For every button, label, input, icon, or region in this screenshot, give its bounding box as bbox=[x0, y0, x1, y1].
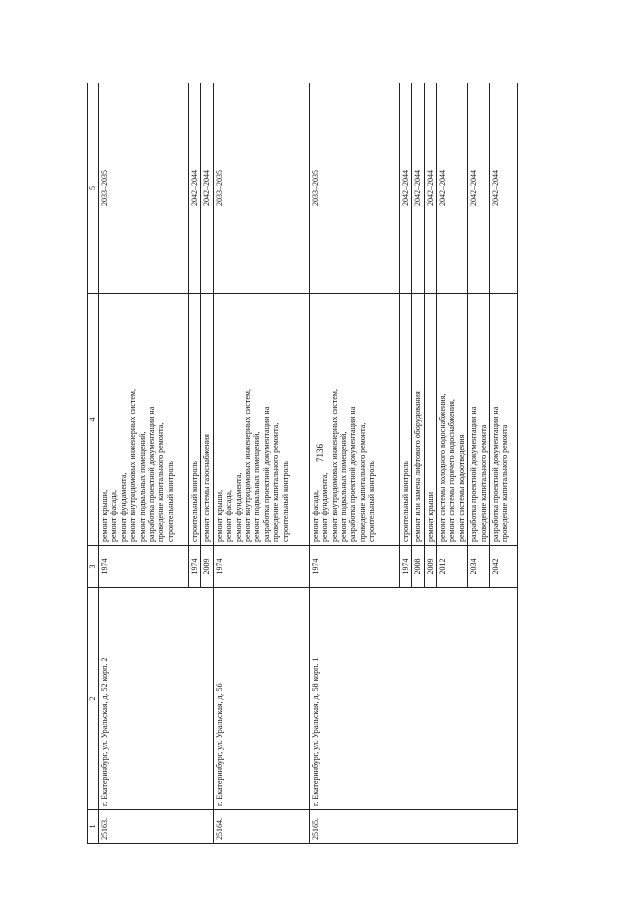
header-col-2: 2 bbox=[88, 588, 99, 810]
header-row bbox=[88, 83, 99, 844]
row-period: 2042–2044 bbox=[189, 83, 201, 294]
row-number: 25164. bbox=[213, 810, 309, 844]
work-line: ремонт внутридомовых инженерных систем, bbox=[128, 389, 138, 542]
header-col-4: 4 bbox=[88, 294, 99, 546]
work-line: разработка проектной документации на bbox=[469, 406, 479, 542]
work-line: ремонт системы горячего водоснабжения, bbox=[447, 399, 457, 542]
row-year: 1974 bbox=[213, 546, 309, 588]
row-period: 2042–2044 bbox=[201, 83, 213, 294]
row-address: г. Екатеринбург, ул. Уральская, д. 58 корп. 1 bbox=[309, 588, 517, 810]
rotated-table-container bbox=[87, 83, 531, 844]
work-line: ремонт внутридомовых инженерных систем, bbox=[243, 389, 253, 542]
row-work bbox=[201, 294, 213, 546]
row-work bbox=[189, 294, 201, 546]
row-period: 2033–2035 bbox=[213, 83, 309, 294]
work-line: разработка проектной документации на bbox=[147, 406, 157, 542]
row-address: г. Екатеринбург, ул. Уральская, д. 52 корп. 2 bbox=[99, 588, 214, 810]
row-period: 2042–2044 bbox=[399, 83, 411, 294]
work-line: ремонт или замена лифтового оборудования bbox=[413, 391, 423, 542]
row-work bbox=[99, 294, 189, 546]
row-work bbox=[468, 294, 490, 546]
work-line: строительный контроль bbox=[190, 461, 199, 542]
row-period: 2042–2044 bbox=[412, 83, 424, 294]
row-period: 2042–2044 bbox=[490, 83, 518, 294]
row-work bbox=[490, 294, 518, 546]
work-line: ремонт фасада, bbox=[109, 490, 119, 542]
row-year: 2009 bbox=[201, 546, 213, 588]
work-line: ремонт подвальных помещений, bbox=[137, 431, 147, 542]
work-line: строительный контроль bbox=[367, 461, 377, 542]
work-line: ремонт подвальных помещений, bbox=[339, 431, 349, 542]
work-line: проведение капитального ремонта bbox=[478, 424, 488, 542]
row-period: 2042–2044 bbox=[424, 83, 436, 294]
row-year: 2012 bbox=[437, 546, 468, 588]
row-work bbox=[309, 294, 399, 546]
row-work bbox=[213, 294, 309, 546]
row-year: 2042 bbox=[490, 546, 518, 588]
row-year: 1974 bbox=[309, 546, 399, 588]
work-line: ремонт крыши bbox=[425, 491, 435, 542]
table-row bbox=[309, 83, 399, 844]
row-year: 2034 bbox=[468, 546, 490, 588]
repair-schedule-table bbox=[87, 83, 518, 844]
row-work bbox=[399, 294, 411, 546]
work-line: ремонт фундамента, bbox=[320, 472, 330, 542]
table-frame bbox=[87, 83, 531, 844]
work-line: строительный контроль bbox=[165, 461, 175, 542]
work-line: проведение капитального ремонта, bbox=[357, 422, 367, 542]
work-line: разработка проектной документации на bbox=[348, 406, 358, 542]
table-row bbox=[99, 83, 189, 844]
row-number: 25163. bbox=[99, 810, 214, 844]
work-line: ремонт фундамента, bbox=[233, 472, 243, 542]
row-period: 2042–2044 bbox=[468, 83, 490, 294]
work-line: ремонт подвальных помещений, bbox=[252, 431, 262, 542]
work-line: ремонт системы холодного водоснабжения, bbox=[438, 393, 448, 542]
work-line: разработка проектной документации на bbox=[261, 406, 271, 542]
row-year: 2008 bbox=[412, 546, 424, 588]
work-line: строительный контроль bbox=[400, 461, 410, 542]
row-work bbox=[412, 294, 424, 546]
row-year: 1974 bbox=[99, 546, 189, 588]
header-col-5: 5 bbox=[88, 83, 99, 294]
row-year: 1974 bbox=[189, 546, 201, 588]
page-number: 7136 bbox=[315, 444, 325, 462]
row-work bbox=[424, 294, 436, 546]
work-line: ремонт крыши, bbox=[100, 489, 109, 542]
work-line: ремонт фундамента, bbox=[118, 472, 128, 542]
work-line: ремонт крыши, bbox=[214, 489, 224, 542]
work-line: проведение капитального ремонта, bbox=[271, 422, 281, 542]
row-year: 1974 bbox=[399, 546, 411, 588]
work-line: ремонт фасада, bbox=[224, 490, 234, 542]
row-period: 2033–2035 bbox=[99, 83, 189, 294]
work-line: ремонт внутридомовых инженерных систем, bbox=[329, 389, 339, 542]
work-line: проведение капитального ремонта bbox=[500, 424, 510, 542]
work-line: ремонт системы водоотведения bbox=[456, 434, 466, 542]
work-line: ремонт фасада, bbox=[310, 490, 320, 542]
header-col-3: 3 bbox=[88, 546, 99, 588]
work-line: проведение капитального ремонта, bbox=[156, 422, 166, 542]
row-period: 2042–2044 bbox=[437, 83, 468, 294]
row-work bbox=[437, 294, 468, 546]
work-line: ремонт системы газоснабжения bbox=[202, 434, 212, 542]
table-row bbox=[213, 83, 309, 844]
header-col-1: 1 bbox=[88, 810, 99, 844]
work-line: разработка проектной документации на bbox=[491, 406, 501, 542]
row-year: 2009 bbox=[424, 546, 436, 588]
row-period: 2033–2035 bbox=[309, 83, 399, 294]
row-address: г. Екатеринбург, ул. Уральская, д. 56 bbox=[213, 588, 309, 810]
row-number: 25165. bbox=[309, 810, 517, 844]
work-line: строительный контроль bbox=[280, 461, 290, 542]
